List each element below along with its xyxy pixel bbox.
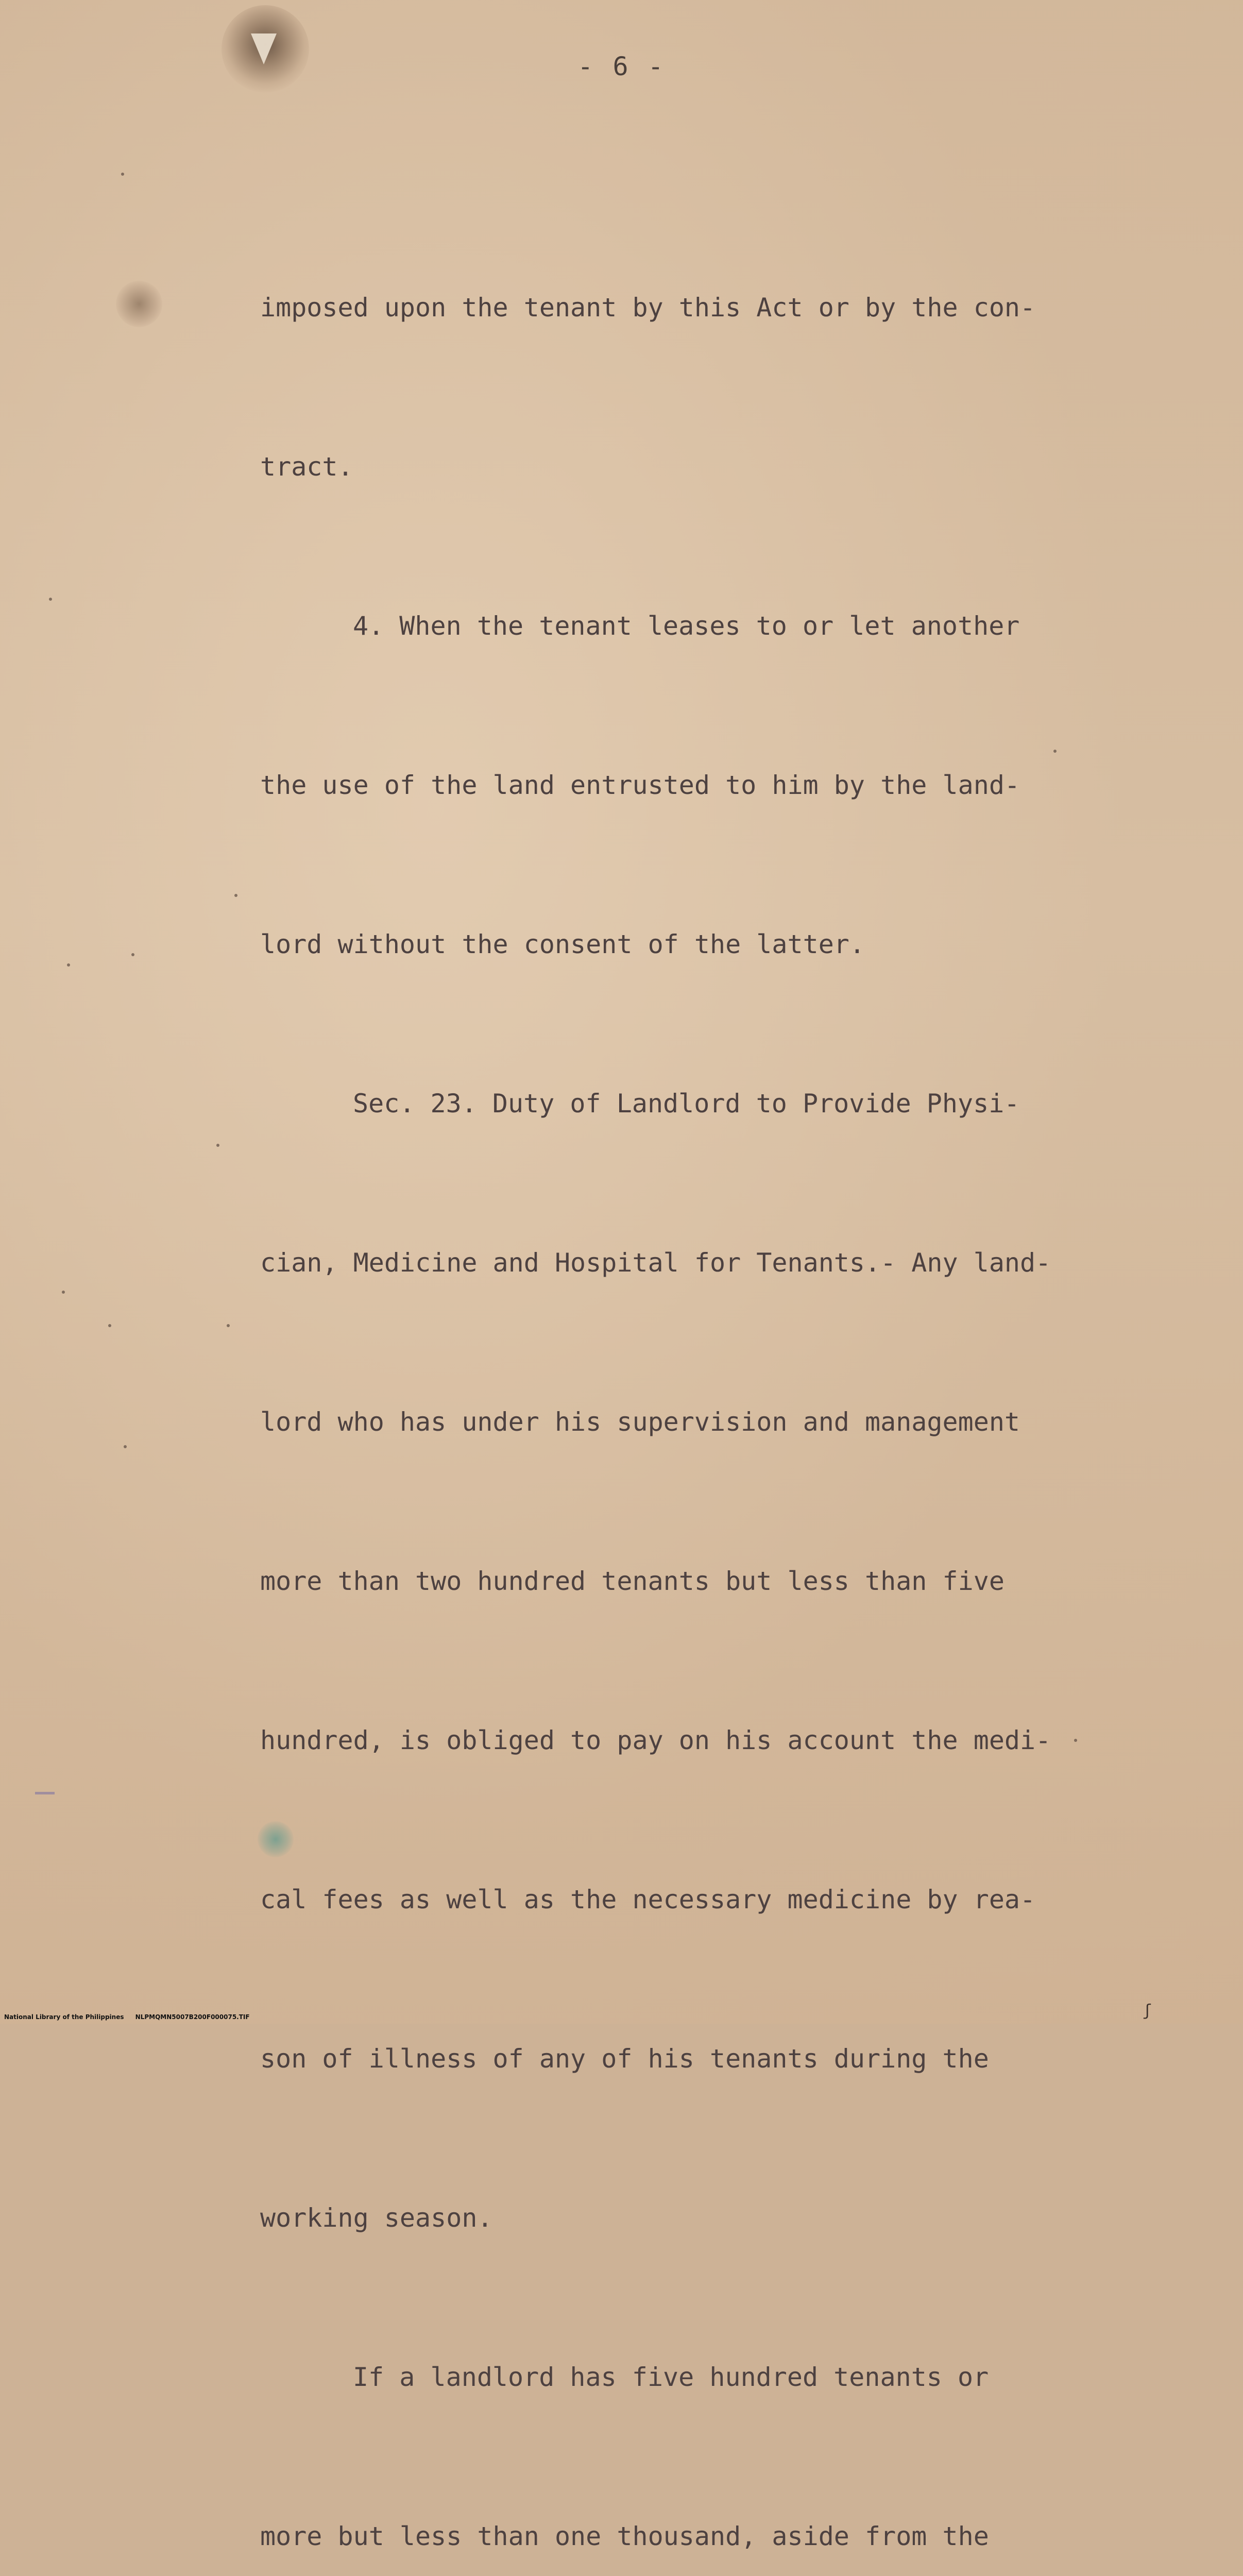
text-line: son of illness of any of his tenants during the <box>260 2044 989 2074</box>
text-line: lord who has under his supervision and management <box>260 1407 1020 1437</box>
text-line: tract. <box>260 452 353 482</box>
page-number: - 6 - <box>577 52 666 81</box>
text-line: more but less than one thousand, aside from the <box>260 2521 989 2551</box>
archive-institution: National Library of the Philippines <box>4 2013 124 2021</box>
speck <box>124 1445 127 1448</box>
speck <box>216 1144 219 1147</box>
text-line: cian, Medicine and Hospital for Tenants.- Any land- <box>260 1248 1051 1278</box>
speck <box>67 963 70 967</box>
text-line: hundred, is obliged to pay on his account the medi- <box>260 1725 1051 1755</box>
archive-footer <box>4 2013 250 2021</box>
speck <box>121 173 124 176</box>
section-heading: Sec. 23. Duty of Landlord to Provide Physi- <box>353 1089 1020 1118</box>
text-line: working season. <box>260 2203 493 2233</box>
text-line: more than two hundred tenants but less than five <box>260 1566 1004 1596</box>
speck <box>131 953 134 956</box>
speck <box>227 1324 230 1327</box>
text-line: imposed upon the tenant by this Act or by the con- <box>260 293 1036 323</box>
text-line: 4. When the tenant leases to or let another <box>353 611 1020 641</box>
speck <box>49 598 52 601</box>
corner-mark: ʃ <box>1143 2002 1152 2020</box>
archive-filename: NLPMQMN5007B200F000075.TIF <box>135 2013 250 2021</box>
stain-side <box>116 281 162 327</box>
text-line: cal fees as well as the necessary medicine by rea- <box>260 1885 1036 1914</box>
speck <box>234 894 237 897</box>
margin-mark <box>35 1792 55 1794</box>
body-text <box>260 175 1136 2576</box>
text-line: the use of the land entrusted to him by the land- <box>260 770 1020 800</box>
text-line: If a landlord has five hundred tenants or <box>353 2362 989 2392</box>
text-line: lord without the consent of the latter. <box>260 929 865 959</box>
speck <box>62 1291 65 1294</box>
speck <box>108 1324 111 1327</box>
